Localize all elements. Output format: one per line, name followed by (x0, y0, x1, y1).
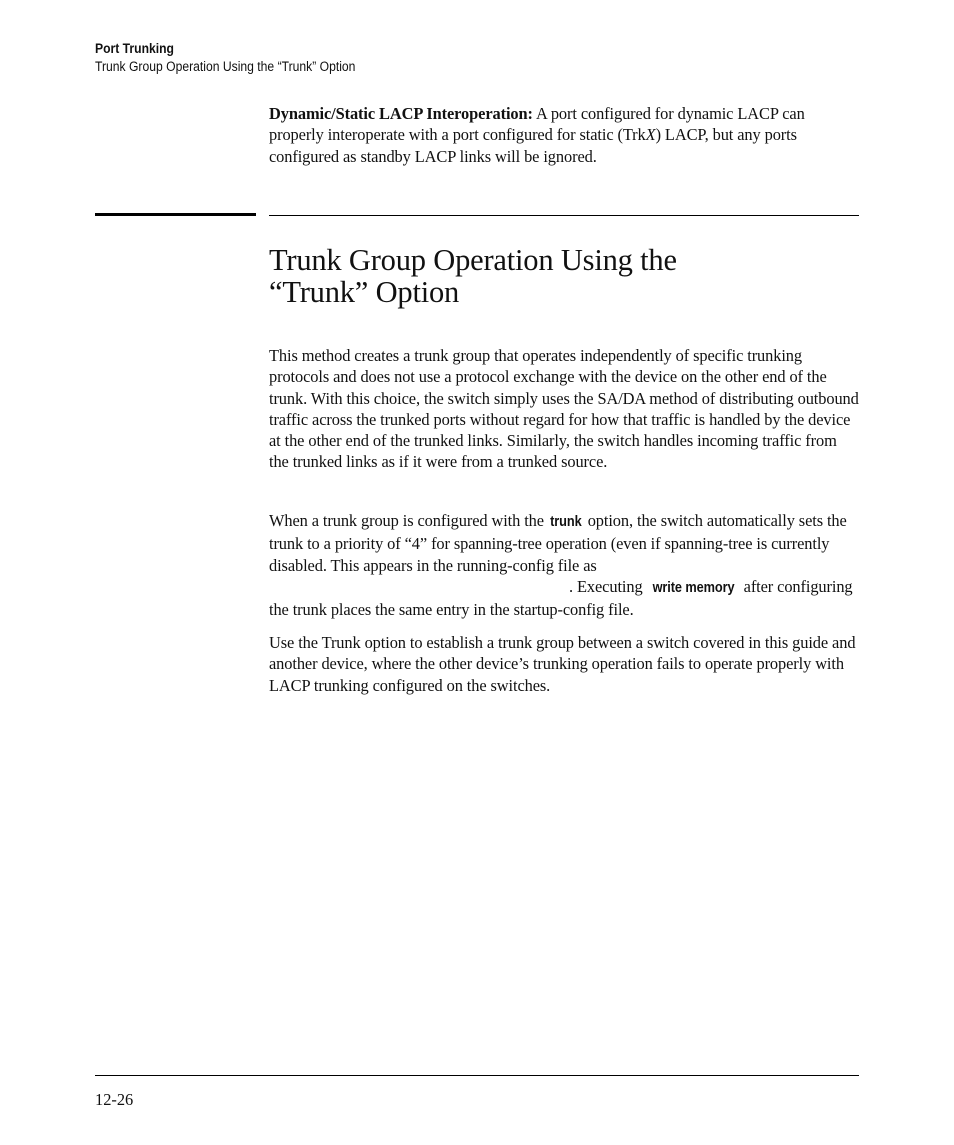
section-heading-line-2: “Trunk” Option (269, 275, 460, 309)
lacp-interop-text-1: A port configured for dynamic LACP can properly interoperate with a port configured for static (Trk (269, 104, 805, 145)
section-rule-thick (95, 213, 256, 216)
p2-text-4: after configuring the trunk places the same entry in the startup-config file. (269, 576, 853, 620)
trunk-method-paragraph: This method creates a trunk group that operates independently of specific trunking protocols and does not use a protocol exchange with the device on the other end of the trunk. With this choice, the switch simply uses the SA/DA method of distributing outbound traffic across the trunked ports without regard for how that traffic is handled by the device at the other end of the trunked links. Similarly, the switch handles incoming traffic from the trunked links as if it were from a trunked source. (269, 346, 859, 472)
section-title: Trunk Group Operation Using the “Trunk” Option (95, 59, 356, 74)
write-memory-command: write memory (652, 579, 735, 596)
lacp-interop-lead: Dynamic/Static LACP Interoperation: (269, 104, 533, 123)
lacp-interop-paragraph (269, 103, 859, 167)
p2-text-3: . Executing (569, 576, 647, 596)
page-number: 12-26 (95, 1090, 134, 1109)
section-heading-line-1: Trunk Group Operation Using the (269, 243, 677, 277)
trk-variable: X (645, 125, 656, 145)
chapter-title: Port Trunking (95, 41, 174, 56)
p2-text-2: option, the switch automatically sets the trunk to a priority of “4” for spanning-tree operation (even if spanning-tree is currently disabled. This appears in the running-config file as (269, 511, 847, 575)
running-header (95, 40, 355, 76)
trunk-command: trunk (550, 514, 582, 530)
section-rule-thin (269, 215, 859, 216)
lacp-interop-text-2: ) LACP, but any ports configured as standby LACP links will be ignored. (269, 125, 797, 166)
section-heading (269, 244, 859, 308)
trunk-option-usage-paragraph: Use the Trunk option to establish a trunk group between a switch covered in this guide and another device, where the other device’s trunking operation fails to operate properly with LACP trunking configured on the switches. (269, 633, 856, 695)
spanning-tree-paragraph (269, 510, 859, 620)
footer-rule (95, 1075, 859, 1076)
p2-text-1: When a trunk group is configured with the (269, 511, 548, 530)
